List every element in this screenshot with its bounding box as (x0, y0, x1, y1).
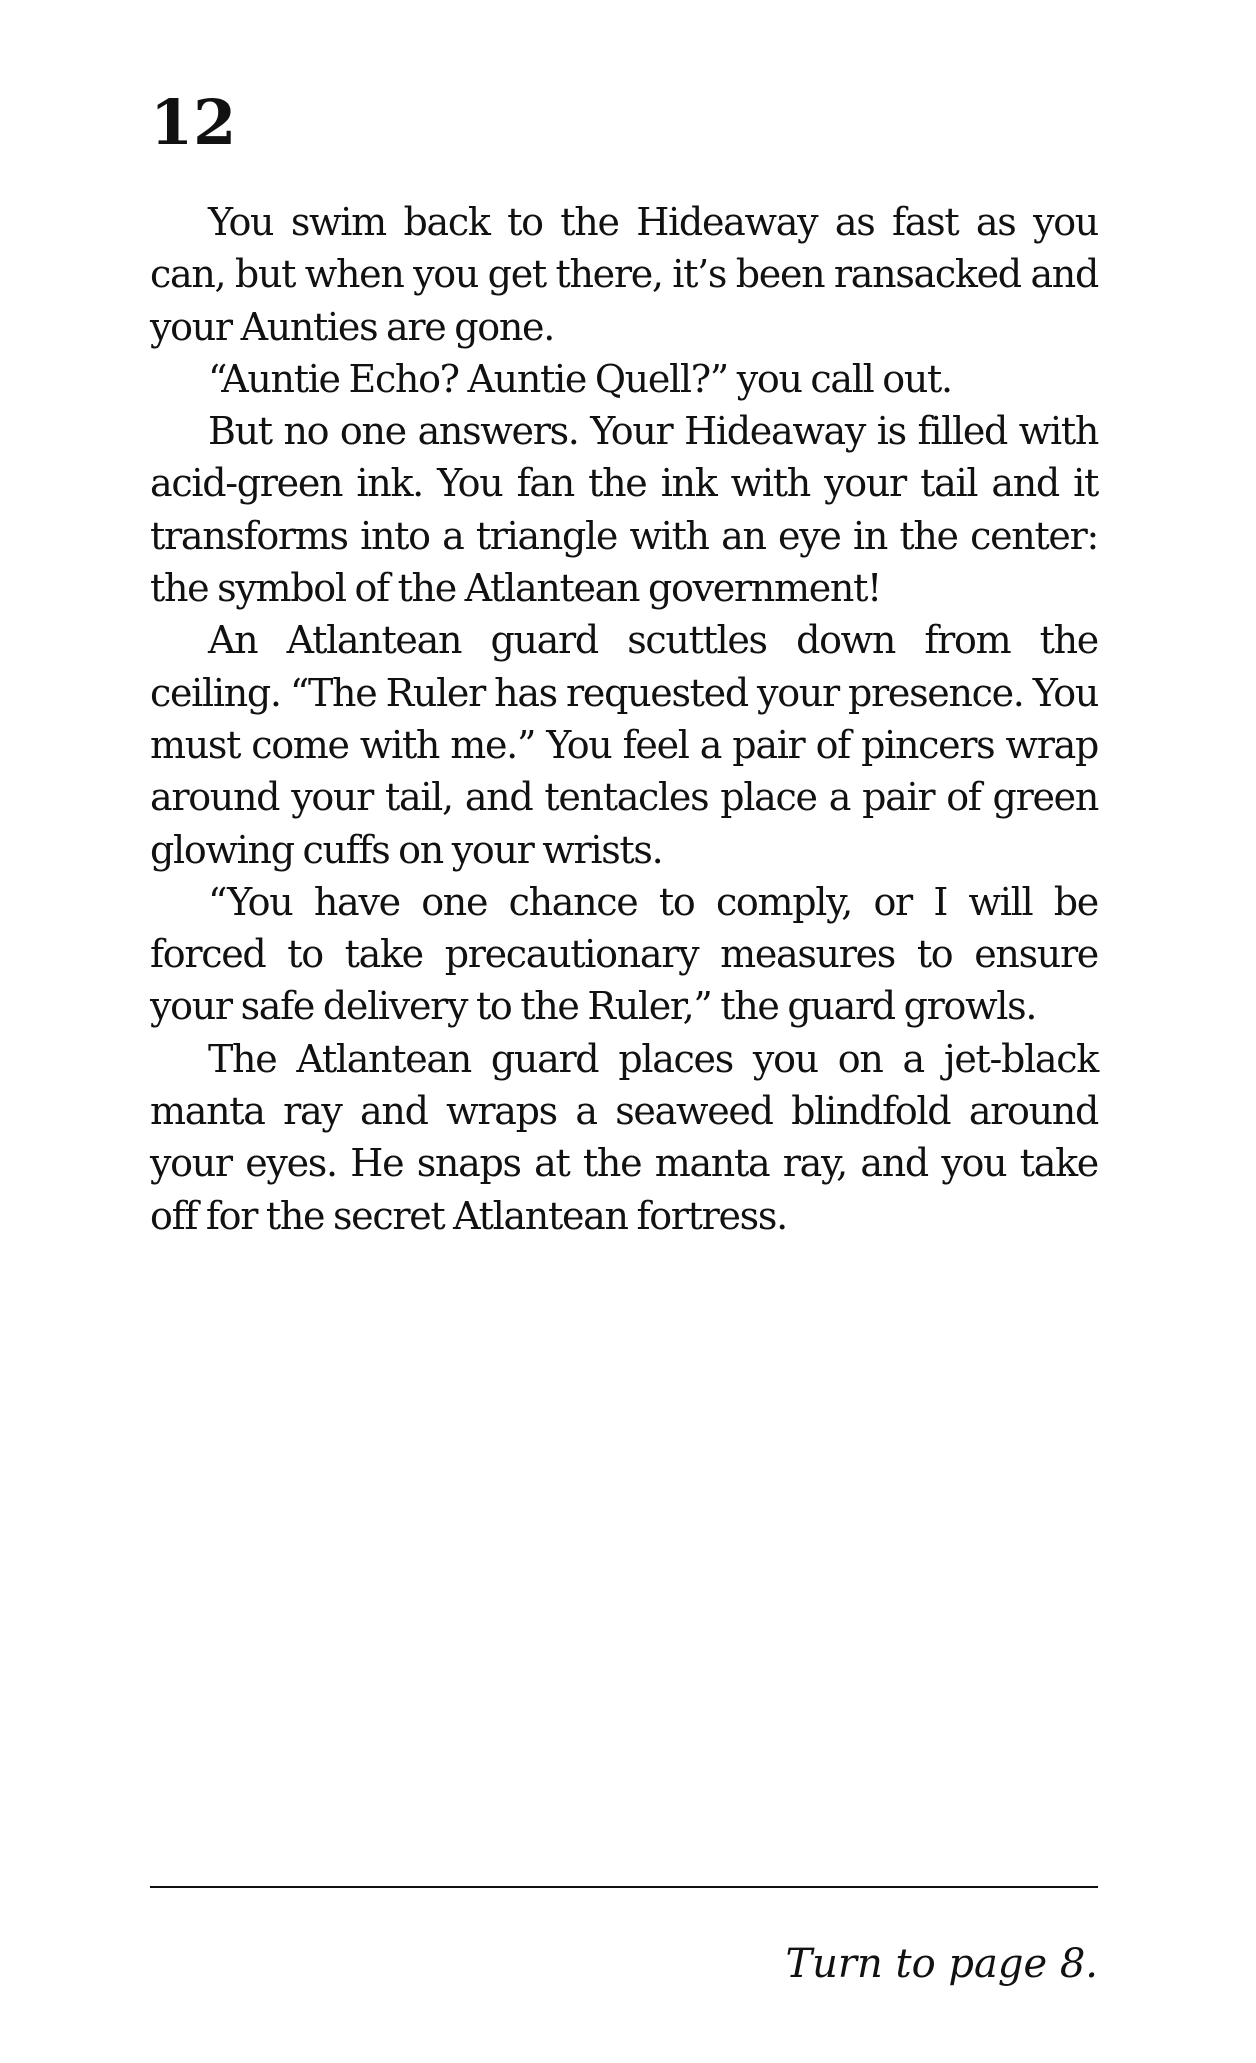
footer-divider (150, 1886, 1098, 1888)
story-paragraph: “You have one chance to comply, or I will be forced to take precautionary measures to ensure your safe delivery to the Ruler,” the guard growls. (150, 879, 1098, 1029)
story-paragraph: But no one answers. Your Hideaway is filled with acid-green ink. You fan the ink with your tail and it transforms into a triangle with an eye in the center: the symbol of the Atlantean government! (150, 409, 1098, 611)
story-paragraph: The Atlantean guard places you on a jet-black manta ray and wraps a seaweed blindfold around your eyes. He snaps at the manta ray, and you take off for the secret Atlantean fortress. (150, 1036, 1098, 1238)
story-paragraph: You swim back to the Hideaway as fast as you can, but when you get there, it’s been ransacked and your Aunties are gone. (150, 200, 1098, 349)
story-text (150, 196, 1098, 1242)
page-number: 12 (150, 86, 237, 159)
story-paragraph: An Atlantean guard scuttles down from the ceiling. “The Ruler has requested your presence. You must come with me.” You feel a pair of pincers wrap around your tail, and tentacles place a pair of green glowing cuffs on your wrists. (150, 618, 1098, 872)
turn-to-page-instruction: Turn to page 8. (785, 1941, 1098, 1987)
story-paragraph: “Auntie Echo? Auntie Quell?” you call out. (208, 356, 952, 401)
